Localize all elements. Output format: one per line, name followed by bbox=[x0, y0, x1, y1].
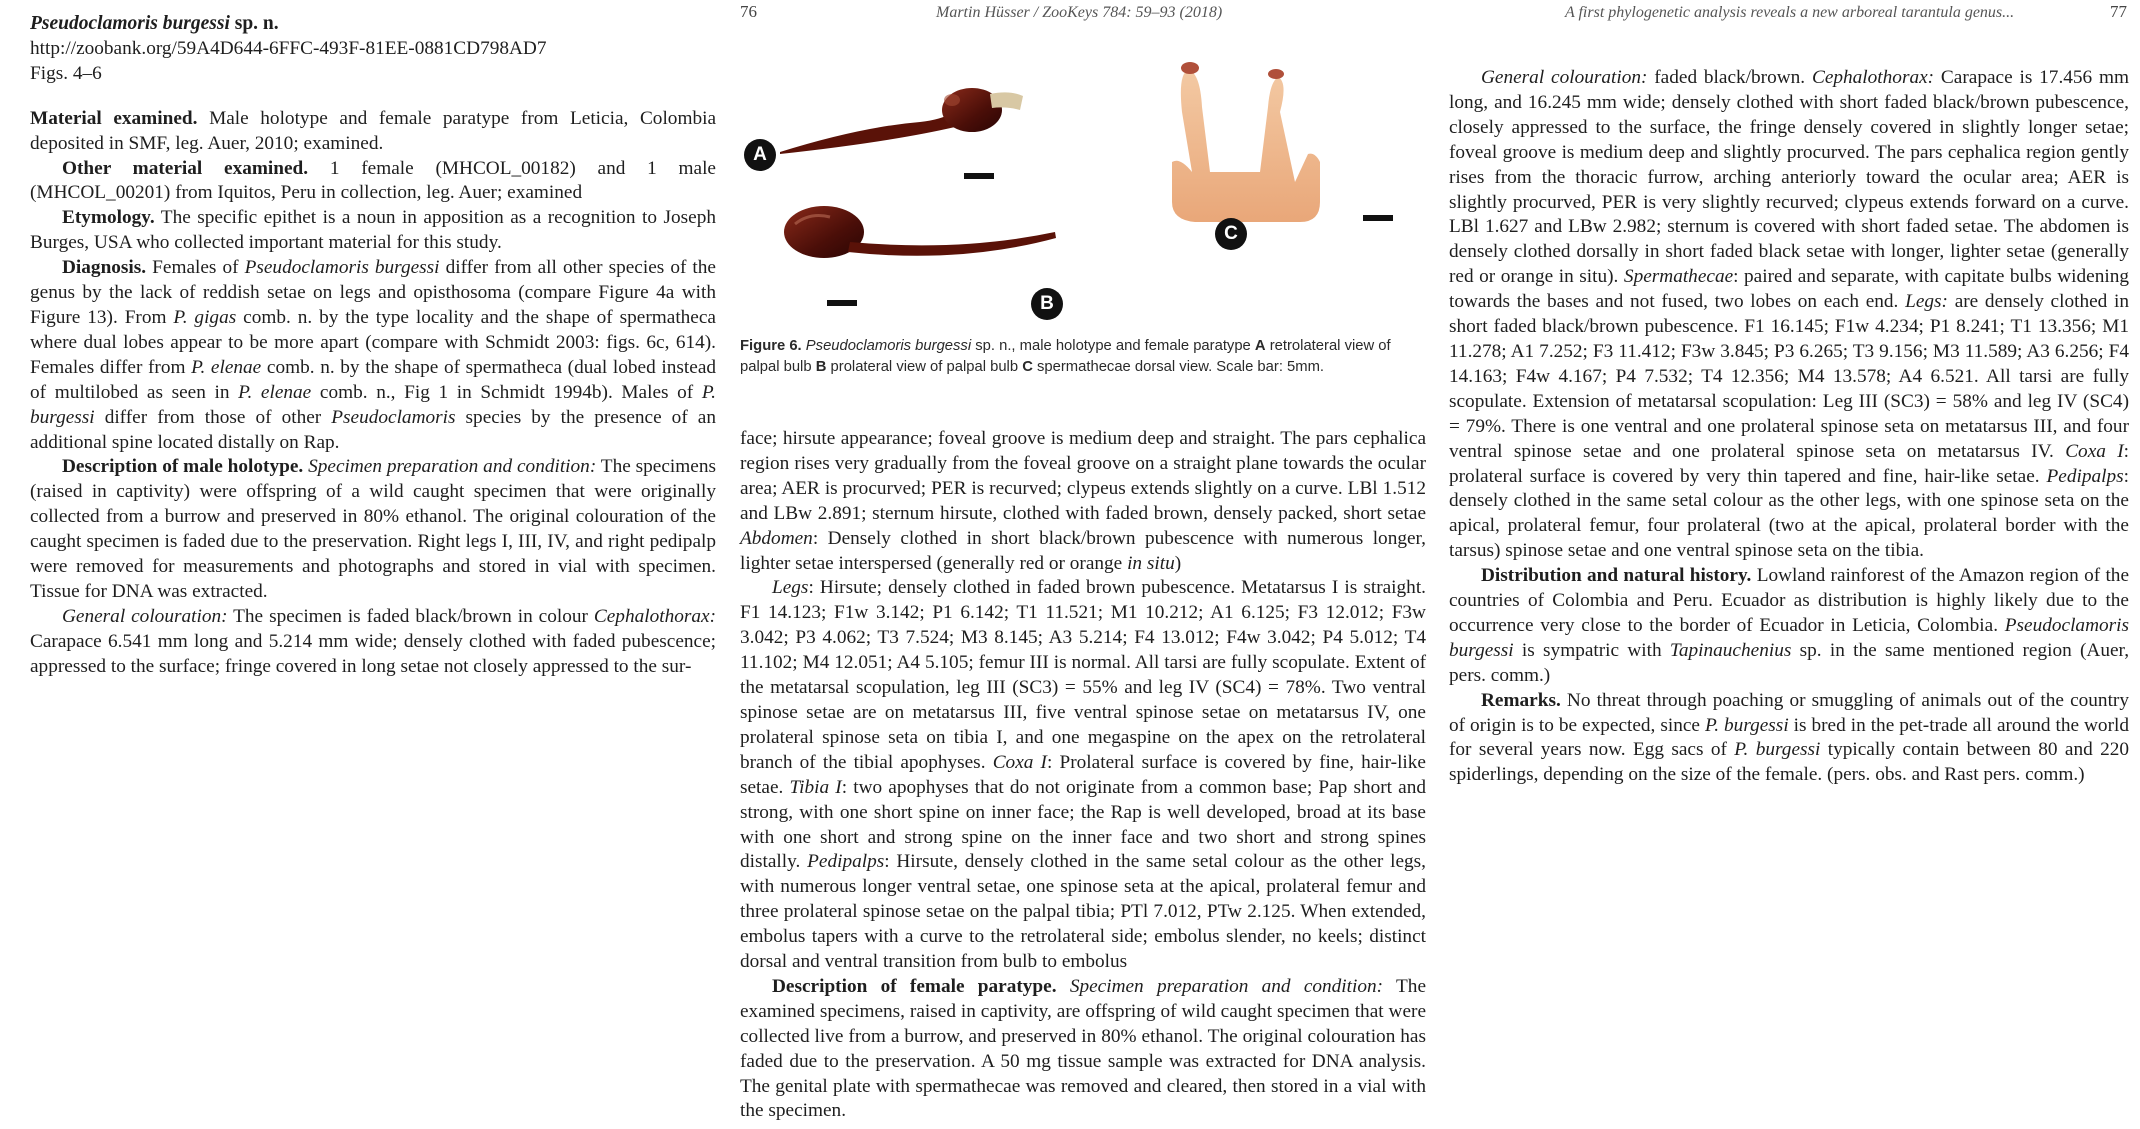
panel-c-label: C bbox=[1215, 218, 1247, 250]
cephalothorax-continuation: face; hirsute appearance; foveal groove is medium deep and straight. The pars cephalica region rises very gradually from the foveal groove on a straight plane towards the ocular area; AER is procurved; PER is recurved; clypeus extends slightly on a curve. LBl 1.512 and LBw 2.891; sternum hirsute, clothed with faded brown, densely packed, short setae Abdomen: Densely clothed in short black/brown pubescence with numerous longer, lighter setae interspersed (generally red or orange in situ) bbox=[740, 428, 1426, 574]
female-colouration-paragraph: General colouration: faded black/brown. Cephalothorax: Carapace is 17.456 mm long, and 16.245 mm wide; densely clothed with short faded black/brown pubescence, closely appressed to the surface, the fringe densely covered in slightly longer setae; foveal groove is medium deep and slightly procurved. The pars cephalica region gently rises from the thoracic furrow, arching anteriorly toward the ocular area; AER is slightly procurved, PER is very slightly recurved; clypeus extends forward on a curve. LBl 1.627 and LBw 2.982; sternum is covered with short faded setae. The abdomen is densely clothed dorsally in short faded black setae with longer, lighter setae (generally red or orange in situ). Spermathecae: paired and separate, with capitate bulbs widening towards the bases and not fused, two lobes on each end. Legs: are densely clothed in short faded black/brown pubescence. F1 16.145; F1w 4.234; P1 8.241; T1 13.356; M1 11.278; A1 7.252; F3 11.412; F3w 3.845; P3 6.265; T3 9.156; M3 11.589; A3 6.256; F4 14.163; F4w 4.167; P4 7.532; T4 12.356; M4 13.578; A4 6.521. All tarsi are fully scopulate. Extension of metatarsal scopulation: Leg III (SC3) = 58% and leg IV (SC4) = 79%. There is one ventral and one prolateral spinose seta on metatarsus III, and four ventral spinose setae and one prolateral spinose seta on metatarsus IV. Coxa I: prolateral surface is covered by very thin tapered and fine, hair-like setae. Pedipalps: densely clothed in the same setal colour as the other legs, with one spinose seta on the apical, prolateral femur, four prolateral (two at the apical, prolateral border with the tarsus) spinose setae and one ventral spinose seta on the tibia. bbox=[1449, 67, 2130, 562]
left-running-head: Martin Hüsser / ZooKeys 784: 59–93 (2018) bbox=[936, 4, 1223, 21]
figure-6-caption: Figure 6. Pseudoclamoris burgessi sp. n., male holotype and female paratype A retrolateral view of palpal bulb B prolateral view of palpal bulb C spermathecae dorsal view. Scale bar: 5mm. bbox=[740, 338, 1391, 375]
palpal-bulb-illustration bbox=[740, 52, 1430, 332]
species-name: Pseudoclamoris burgessi bbox=[30, 13, 230, 34]
middle-text-column bbox=[740, 427, 1426, 1124]
left-text-column bbox=[30, 12, 716, 680]
male-holotype-paragraph: Description of male holotype. Specimen preparation and condition: The specimens (raised in captivity) were offspring of a wild caught specimen that were originally collected from a burrow and preserved in 80% ethanol. The original colouration of the caught specimen is faded due to the preservation. Right legs I, III, IV, and right pedipalp were removed for measurements and photographs and stored in vial with specimen. Tissue for DNA was extracted. bbox=[30, 456, 716, 602]
scale-bar-b bbox=[827, 300, 857, 306]
remarks-paragraph: Remarks. No threat through poaching or smuggling of animals out of the country of origin is to be expected, since P. burgessi is bred in the pet-trade all around the world for several years now. Egg sacs of P. burgessi typically contain between 80 and 220 spiderlings, depending on the size of the female. (pers. obs. and Rast pers. comm.) bbox=[1449, 689, 2129, 786]
etymology-paragraph: Etymology. The specific epithet is a noun in apposition as a recognition to Joseph Burges, USA who collected important material for this study. bbox=[30, 207, 716, 254]
panel-a-bulb bbox=[780, 88, 1023, 154]
species-suffix: sp. n. bbox=[234, 13, 279, 34]
panel-a-label: A bbox=[744, 139, 776, 171]
right-running-head: A first phylogenetic analysis reveals a new arboreal tarantula genus... bbox=[1565, 4, 2015, 21]
general-colouration-paragraph: General colouration: The specimen is faded black/brown in colour Cephalothorax: Carapace 6.541 mm long and 5.214 mm wide; densely clothed with faded pubescence; appressed to the surface; fringe covered in long setae not closely appressed to the sur- bbox=[30, 605, 716, 677]
scale-bar-c bbox=[1363, 215, 1393, 221]
distribution-paragraph: Distribution and natural history. Lowland rainforest of the Amazon region of the countries of Colombia and Peru. Ecuador as distribution is highly likely due to the occurrence very close to the border of Ecuador in Leticia, Colombia. Pseudoclamoris burgessi is sympatric with Tapinauchenius sp. in the same mentioned region (Auer, pers. comm.) bbox=[1449, 565, 2130, 686]
figs-reference: Figs. 4–6 bbox=[30, 62, 102, 84]
material-paragraph: Material examined. Male holotype and female paratype from Leticia, Colombia deposited in SMF, leg. Auer, 2010; examined. bbox=[30, 107, 716, 154]
zoobank-link[interactable]: http://zoobank.org/59A4D644-6FFC-493F-81EE-0881CD798AD7 bbox=[30, 37, 547, 59]
diagnosis-paragraph: Diagnosis. Females of Pseudoclamoris burgessi differ from all other species of the genus by the lack of reddish setae on legs and opisthosoma (compare Figure 4a with Figure 13). From P. gigas comb. n. by the type locality and the shape of spermatheca where dual lobes appear to be more apart (compare with Schmidt 2003: figs. 6c, 614). Females differ from P. elenae comb. n. by the shape of spermatheca (dual lobed instead of multilobed as seen in P. elenae comb. n., Fig 1 in Schmidt 1994b). Males of P. burgessi differ from those of other Pseudoclamoris species by the presence of an additional spine located distally on Rap. bbox=[30, 257, 717, 453]
left-page-number: 76 bbox=[740, 2, 757, 21]
species-heading bbox=[30, 12, 716, 37]
panel-b-bulb bbox=[784, 206, 1056, 258]
figure-6 bbox=[740, 52, 1430, 332]
panel-b-label: B bbox=[1031, 288, 1063, 320]
scale-bar-a bbox=[964, 173, 994, 179]
other-material-paragraph: Other material examined. 1 female (MHCOL_00182) and 1 male (MHCOL_00201) from Iquitos, Peru in collection, leg. Auer; examined bbox=[30, 157, 716, 204]
right-page-number: 77 bbox=[2110, 2, 2127, 21]
female-paratype-paragraph: Description of female paratype. Specimen preparation and condition: The examined specimens, raised in captivity, are offspring of wild caught specimen that were collected live from a burrow, and preserved in 80% ethanol. The original colouration has faded due to the preservation. A 50 mg tissue sample was extracted for DNA analysis. The genital plate with spermathecae was removed and cleared, then stored in a vial with the specimen. bbox=[740, 975, 1427, 1122]
panel-c-spermathecae bbox=[1172, 62, 1320, 222]
right-text-column bbox=[1449, 66, 2129, 788]
male-legs-paragraph: Legs: Hirsute; densely clothed in faded brown pubescence. Metatarsus I is straight. F1 14.123; F1w 3.142; P1 6.142; T1 11.521; M1 10.212; A1 6.125; F3 12.012; F3w 3.042; P3 4.062; T3 7.524; M3 8.145; A3 5.214; F4 13.012; F4w 3.042; P4 5.012; T4 11.102; M4 12.051; A4 5.105; femur III is normal. All tarsi are fully scopulate. Extent of the metatarsal scopulation, leg III (SC3) = 55% and leg IV (SC4) = 78%. Two ventral spinose setae are on metatarsus III, five ventral spinose setae on metatarsus IV, one prolateral spinose seta on tibia I, and one megaspine on the apex on the retrolateral branch of the tibial apophyses. Coxa I: Prolateral surface is covered by fine, hair-like setae. Tibia I: two apophyses that do not originate from a common base; Pap short and strong, with one short spine on inner face; the Rap is well developed, broad at its base with one short and strong spine on the inner face and two short and strong spines distally. Pedipalps: Hirsute, densely clothed in the same setal colour as the other legs, with numerous longer ventral setae, one spinose seta at the apical, prolateral femur and three prolateral spinose setae on the palpal tibia; PTl 7.012, PTw 2.125. When extended, embolus tapers with a curve to the retrolateral side; embolus slender, no keels; distinct dorsal and ventral transition from bulb to embolus bbox=[740, 577, 1426, 973]
